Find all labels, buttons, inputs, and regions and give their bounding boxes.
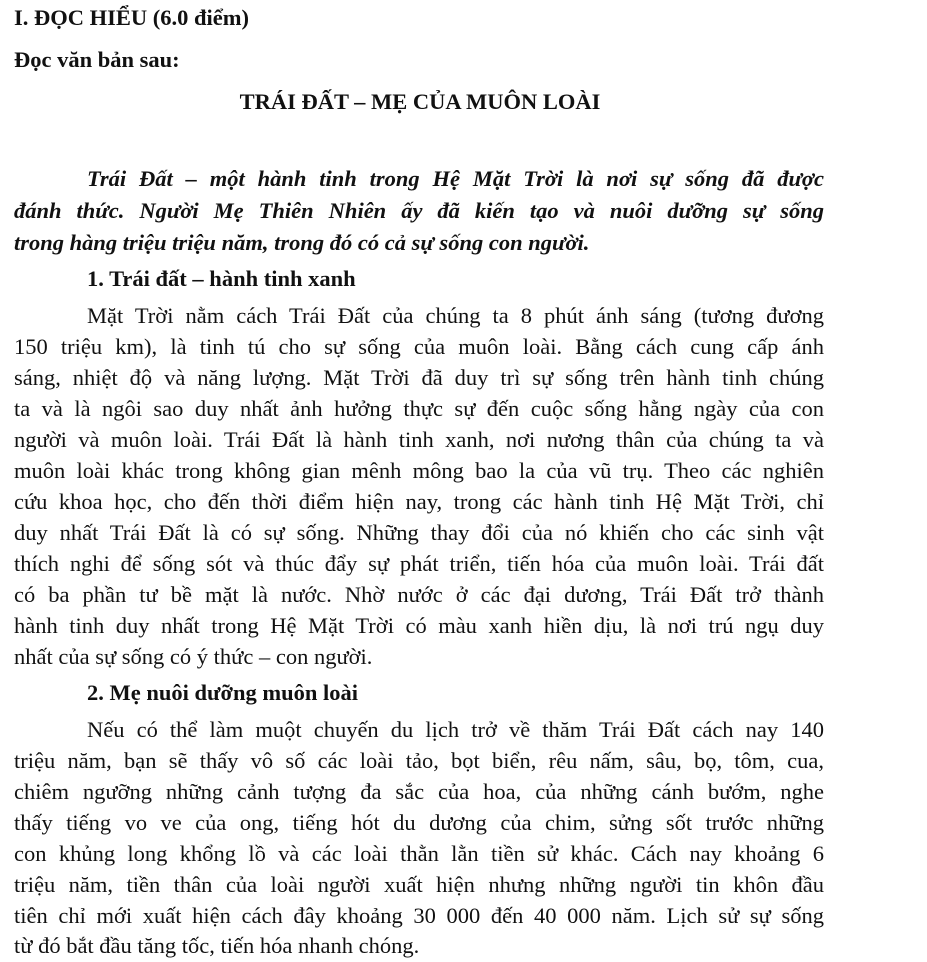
paragraph-line: muôn loài khác trong không gian mênh mông bao la của vũ trụ. Theo các nghiên bbox=[14, 458, 824, 483]
instruction: Đọc văn bản sau: bbox=[14, 47, 180, 72]
paragraph-line: chiêm ngưỡng những cảnh tượng đa sắc của hoa, của những cánh bướm, nghe bbox=[14, 779, 824, 804]
document-title: TRÁI ĐẤT – MẸ CỦA MUÔN LOÀI bbox=[239, 89, 601, 114]
paragraph-line: thấy tiếng vo ve của ong, tiếng hót du dương của chim, sửng sốt trước những bbox=[14, 810, 824, 835]
paragraph-line: triệu năm, tiền thân của loài người xuất hiện nhưng những người tin khôn đầu bbox=[14, 872, 824, 897]
section-heading: I. ĐỌC HIỂU (6.0 điểm) bbox=[14, 5, 249, 30]
part1-heading: 1. Trái đất – hành tinh xanh bbox=[87, 266, 356, 291]
paragraph-line: hành tinh duy nhất trong Hệ Mặt Trời có màu xanh hiền dịu, là nơi trú ngụ duy bbox=[14, 613, 824, 638]
paragraph-line: Mặt Trời nằm cách Trái Đất của chúng ta 8 phút ánh sáng (tương đương bbox=[87, 303, 824, 328]
part2-heading: 2. Mẹ nuôi dưỡng muôn loài bbox=[87, 680, 359, 705]
paragraph-line: cứu khoa học, cho đến thời điểm hiện nay, trong các hành tinh Hệ Mặt Trời, chỉ bbox=[14, 489, 824, 514]
paragraph-line: sáng, nhiệt độ và năng lượng. Mặt Trời đã duy trì sự sống trên hành tinh chúng bbox=[14, 365, 824, 390]
intro-line: trong hàng triệu triệu năm, trong đó có cả sự sống con người. bbox=[14, 230, 590, 255]
intro-line: đánh thức. Người Mẹ Thiên Nhiên ấy đã kiến tạo và nuôi dưỡng sự sống bbox=[14, 198, 824, 223]
paragraph-line: con khủng long khổng lồ và các loài thằn lằn tiền sử khác. Cách nay khoảng 6 bbox=[14, 841, 824, 866]
intro-line: Trái Đất – một hành tinh trong Hệ Mặt Trời là nơi sự sống đã được bbox=[87, 166, 824, 191]
paragraph-line: ta và là ngôi sao duy nhất ảnh hưởng thực sự đến cuộc sống hằng ngày của con bbox=[14, 396, 824, 421]
paragraph-line: 150 triệu km), là tinh tú cho sự sống của muôn loài. Bằng cách cung cấp ánh bbox=[14, 334, 824, 359]
paragraph-line: có ba phần tư bề mặt là nước. Nhờ nước ở các đại dương, Trái Đất trở thành bbox=[14, 582, 824, 607]
paragraph-line: Nếu có thể làm muột chuyến du lịch trở về thăm Trái Đất cách nay 140 bbox=[87, 717, 824, 742]
paragraph-line: nhất của sự sống có ý thức – con người. bbox=[14, 644, 373, 669]
paragraph-line: người và muôn loài. Trái Đất là hành tinh xanh, nơi nương thân của chúng ta và bbox=[14, 427, 824, 452]
paragraph-line: tiên chỉ mới xuất hiện cách đây khoảng 30 000 đến 40 000 năm. Lịch sử sự sống bbox=[14, 903, 824, 928]
paragraph-line: từ đó bắt đầu tăng tốc, tiến hóa nhanh chóng. bbox=[14, 933, 420, 958]
paragraph-line: triệu năm, bạn sẽ thấy vô số các loài tảo, bọt biển, rêu nấm, sâu, bọ, tôm, cua, bbox=[14, 748, 824, 773]
paragraph-line: duy nhất Trái Đất là có sự sống. Những thay đổi của nó khiến cho các sinh vật bbox=[14, 520, 824, 545]
paragraph-line: thích nghi để sống sót và thúc đẩy sự phát triển, tiến hóa của muôn loài. Trái đất bbox=[14, 551, 824, 576]
